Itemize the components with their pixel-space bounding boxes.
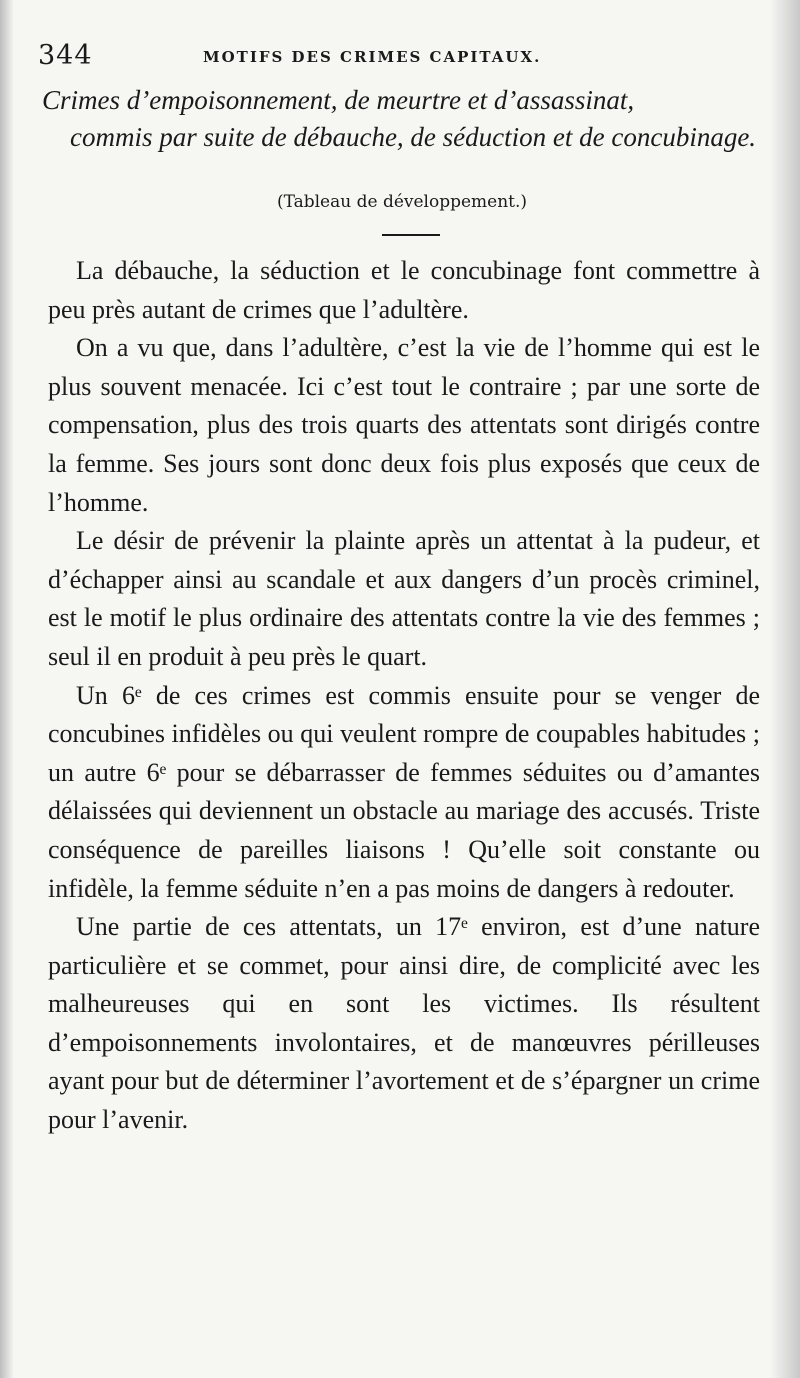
- paragraph: Le désir de prévenir la plainte après un attentat à la pudeur, et d’échapper ainsi au scandale et aux dangers d’un procès criminel, est le motif le plus ordinaire des attentats contre la vie des femmes ; seul il en produit à peu près le quart.: [48, 526, 760, 671]
- section-title: [42, 82, 762, 156]
- subtitle-text: (Tableau de développement.): [276, 192, 528, 212]
- running-title: MOTIFS DES CRIMES CAPITAUX.: [203, 48, 542, 66]
- section-title-line-1: Crimes d’empoisonnement, de meurtre et d’assassinat,: [42, 85, 635, 115]
- section-title-line-2: commis par suite de débauche, de séduction et de concubinage.: [70, 122, 757, 152]
- paragraph: La débauche, la séduction et le concubinage font commettre à peu près autant de crimes que l’adultère.: [48, 256, 760, 324]
- page-number: 344: [38, 40, 93, 71]
- paragraph: Un 6ᵉ de ces crimes est commis ensuite pour se venger de concubines infidèles ou qui veulent rompre de coupables habitudes ; un autre 6ᵉ pour se débarrasser de femmes séduites ou d’amantes délaissées qui deviennent un obstacle au mariage des accusés. Triste conséquence de pareilles liaisons ! Qu’elle soit constante ou infidèle, la femme séduite n’en a pas moins de dangers à redouter.: [48, 680, 760, 903]
- paragraph: On a vu que, dans l’adultère, c’est la vie de l’homme qui est le plus souvent menacée. Ici c’est tout le contraire ; par une sorte de compensation, plus des trois quarts des attentats sont dirigés contre la femme. Ses jours sont donc deux fois plus exposés que ceux de l’homme.: [48, 333, 760, 517]
- paragraph: Une partie de ces attentats, un 17ᵉ environ, est d’une nature particulière et se commet, pour ainsi dire, de complicité avec les malheureuses qui en sont les victimes. Ils résultent d’empoisonnements involontaires, et de manœuvres périlleuses ayant pour but de déterminer l’avortement et de s’épargner un crime pour l’avenir.: [48, 912, 760, 1135]
- running-head: [38, 40, 598, 80]
- section-subtitle: [0, 192, 800, 212]
- body-text: [48, 252, 760, 1140]
- section-rule: [382, 234, 440, 236]
